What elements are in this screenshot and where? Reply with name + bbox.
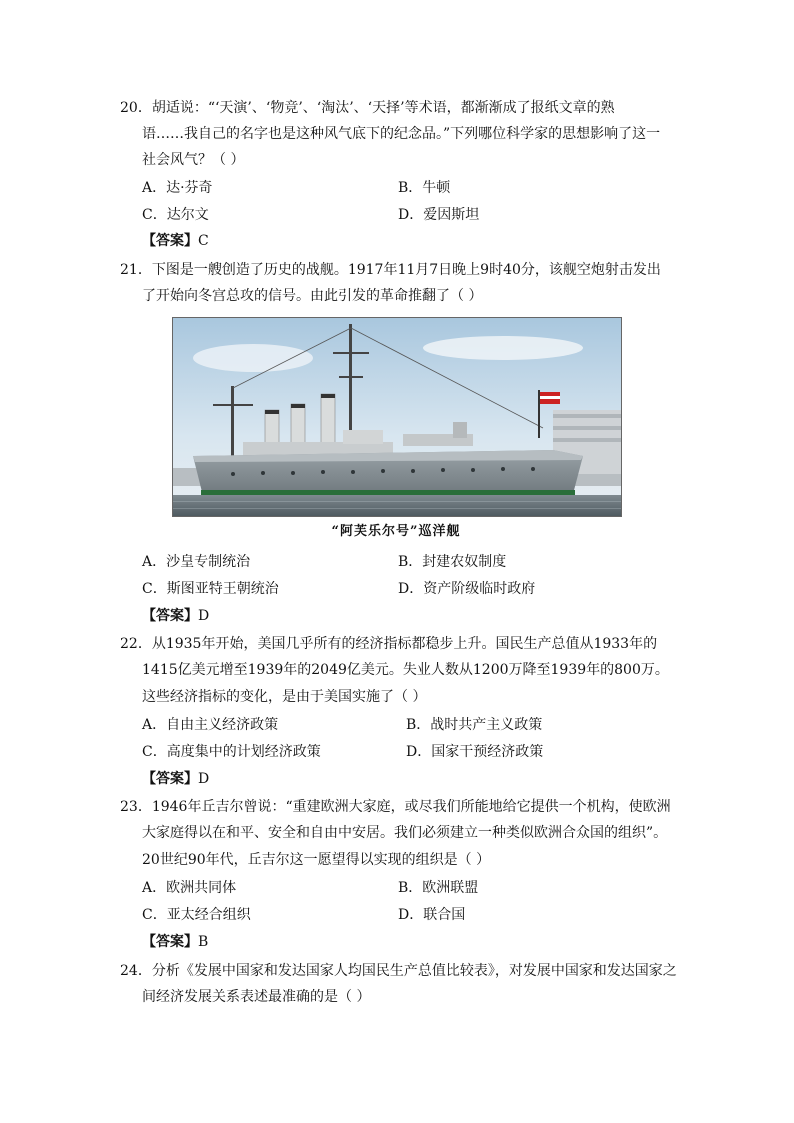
answer-value: B [198,934,209,950]
aurora-cruiser-photo [172,317,622,517]
q22-option-d: D．国家干预经济政策 [406,744,544,760]
q20-line-3: 社会风气？（ ） [142,152,245,168]
q23-line-3: 20世纪90年代，丘吉尔这一愿望得以实现的组织是（ ） [142,852,491,868]
q22-line-2: 1415亿美元增至1939年的2049亿美元。失业人数从1200万降至1939年的800万。 [142,662,669,678]
answer-label: 【答案】 [142,771,198,787]
q23-option-a: A．欧洲共同体 [142,880,237,896]
q22-option-b: B．战时共产主义政策 [406,717,543,733]
q23-answer [142,932,208,952]
q21-option-b: B．封建农奴制度 [398,554,507,570]
q20-option-d: D．爱因斯坦 [398,207,480,223]
answer-value: D [198,771,210,787]
q23-line-1: 23．1946年丘吉尔曾说：“重建欧洲大家庭，或尽我们所能地给它提供一个机构，使欧洲 [120,799,671,815]
q20-answer [142,231,209,251]
q21-option-d: D．资产阶级临时政府 [398,581,536,597]
q20-line-2: 语……我自己的名字也是这种风气底下的纪念品。”下列哪位科学家的思想影响了这一 [142,126,661,142]
q22-option-c: C．高度集中的计划经济政策 [142,744,321,760]
q20-option-a: A．达·芬奇 [142,180,213,196]
q22-line-1: 22．从1935年开始，美国几乎所有的经济指标都稳步上升。国民生产总值从1933年的 [120,636,658,652]
q21-option-c: C．斯图亚特王朝统治 [142,581,279,597]
q21-line-1: 21．下图是一艘创造了历史的战舰。1917年11月7日晚上9时40分，该舰空炮射击发出 [120,262,661,278]
q20-option-c: C．达尔文 [142,207,209,223]
q23-line-2: 大家庭得以在和平、安全和自由中安居。我们必须建立一种类似欧洲合众国的组织”。 [142,825,668,841]
q23-option-b: B．欧洲联盟 [398,880,479,896]
answer-label: 【答案】 [142,608,198,624]
q20-option-b: B．牛顿 [398,180,451,196]
answer-label: 【答案】 [142,934,198,950]
q22-option-a: A．自由主义经济政策 [142,717,279,733]
q21-answer [142,606,209,626]
q23-option-d: D．联合国 [398,907,466,923]
q21-option-a: A．沙皇专制统治 [142,554,251,570]
q20-line-1: 20．胡适说：“‘天演’、‘物竞’、‘淘汰’、‘天择’等术语，都渐渐成了报纸文章的熟 [120,100,615,116]
photo-caption: “阿芙乐尔号”巡洋舰 [331,524,461,539]
q24-line-1: 24．分析《发展中国家和发达国家人均国民生产总值比较表》，对发展中国家和发达国家之 [120,963,677,979]
q24-line-2: 间经济发展关系表述最准确的是（ ） [142,989,371,1005]
q23-option-c: C．亚太经合组织 [142,907,251,923]
q22-answer [142,769,209,789]
answer-label: 【答案】 [142,233,198,249]
answer-value: C [198,233,209,249]
answer-value: D [198,608,210,624]
q22-line-3: 这些经济指标的变化，是由于美国实施了（ ） [142,689,427,705]
q21-line-2: 了开始向冬宫总攻的信号。由此引发的革命推翻了（ ） [142,288,483,304]
